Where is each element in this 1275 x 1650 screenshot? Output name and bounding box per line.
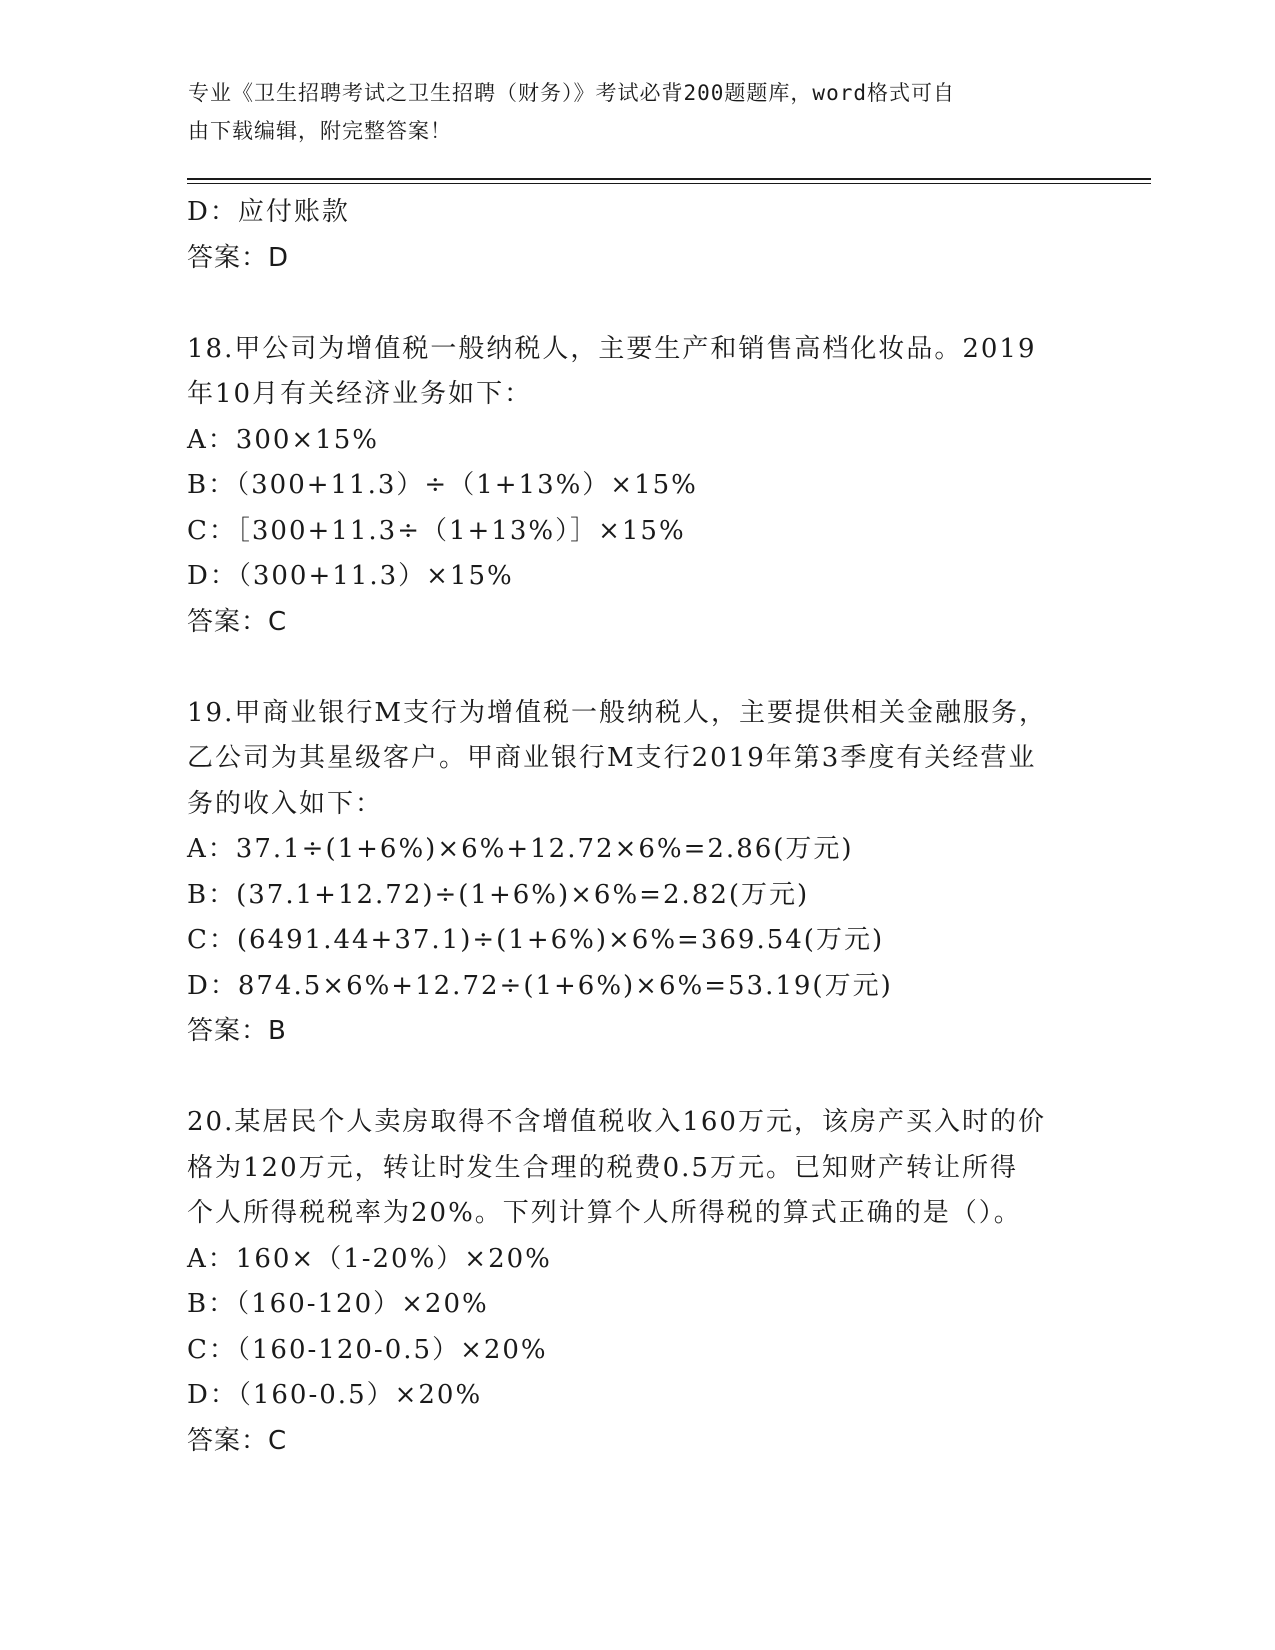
option-a: A：37.1÷(1+6%)×6%+12.72×6%=2.86(万元) xyxy=(187,834,854,864)
option-d: D：（300+11.3）×15% xyxy=(187,561,514,591)
answer-line: 答案：C xyxy=(187,1425,288,1456)
question-text-line: 格为120万元，转让时发生合理的税费0.5万元。已知财产转让所得 xyxy=(187,1152,1018,1183)
question-text-line: 年10月有关经济业务如下： xyxy=(187,379,533,409)
option-c: C：（160-120-0.5）×20% xyxy=(187,1334,548,1365)
option-d: D：应付账款 xyxy=(187,197,350,227)
answer-line: 答案：B xyxy=(187,1016,287,1046)
answer-line: 答案：D xyxy=(187,242,290,273)
option-d: D：（160-0.5）×20% xyxy=(187,1380,483,1410)
question-19 xyxy=(187,691,1087,1055)
question-20 xyxy=(187,1100,1087,1464)
question-text-line: 乙公司为其星级客户。甲商业银行M支行2019年第3季度有关经营业 xyxy=(187,743,1037,773)
answer-line: 答案：C xyxy=(187,606,288,637)
document-header xyxy=(188,74,1068,150)
question-list xyxy=(187,190,1087,1464)
header-rule-thin xyxy=(187,183,1151,184)
question-18 xyxy=(187,327,1087,646)
question-text-line: 务的收入如下： xyxy=(187,788,384,819)
header-line-2: 由下载编辑，附完整答案！ xyxy=(188,119,452,143)
question-text-line: 18.甲公司为增值税一般纳税人，主要生产和销售高档化妆品。2019 xyxy=(187,333,1037,364)
question-text-line: 20.某居民个人卖房取得不含增值税收入160万元，该房产买入时的价 xyxy=(187,1107,1046,1137)
question-text-line: 个人所得税税率为20%。下列计算个人所得税的算式正确的是（）。 xyxy=(187,1198,1022,1228)
option-c: C：(6491.44+37.1)÷(1+6%)×6%=369.54(万元) xyxy=(187,925,885,955)
option-b: B：(37.1+12.72)÷(1+6%)×6%=2.82(万元) xyxy=(187,879,810,910)
question-text-line: 19.甲商业银行M支行为增值税一般纳税人，主要提供相关金融服务， xyxy=(187,697,1047,728)
option-d: D：874.5×6%+12.72÷(1+6%)×6%=53.19(万元) xyxy=(187,970,893,1001)
option-b: B：（160-120）×20% xyxy=(187,1289,489,1319)
option-a: A：160×（1-20%）×20% xyxy=(187,1243,552,1274)
header-line-1: 专业《卫生招聘考试之卫生招聘（财务）》考试必背200题题库，word格式可自 xyxy=(188,81,955,105)
header-rule-thick xyxy=(187,178,1151,180)
option-c: C：［300+11.3÷（1+13%）］×15% xyxy=(187,515,686,546)
option-b: B：（300+11.3）÷（1+13%）×15% xyxy=(187,470,698,500)
option-a: A：300×15% xyxy=(187,424,379,455)
